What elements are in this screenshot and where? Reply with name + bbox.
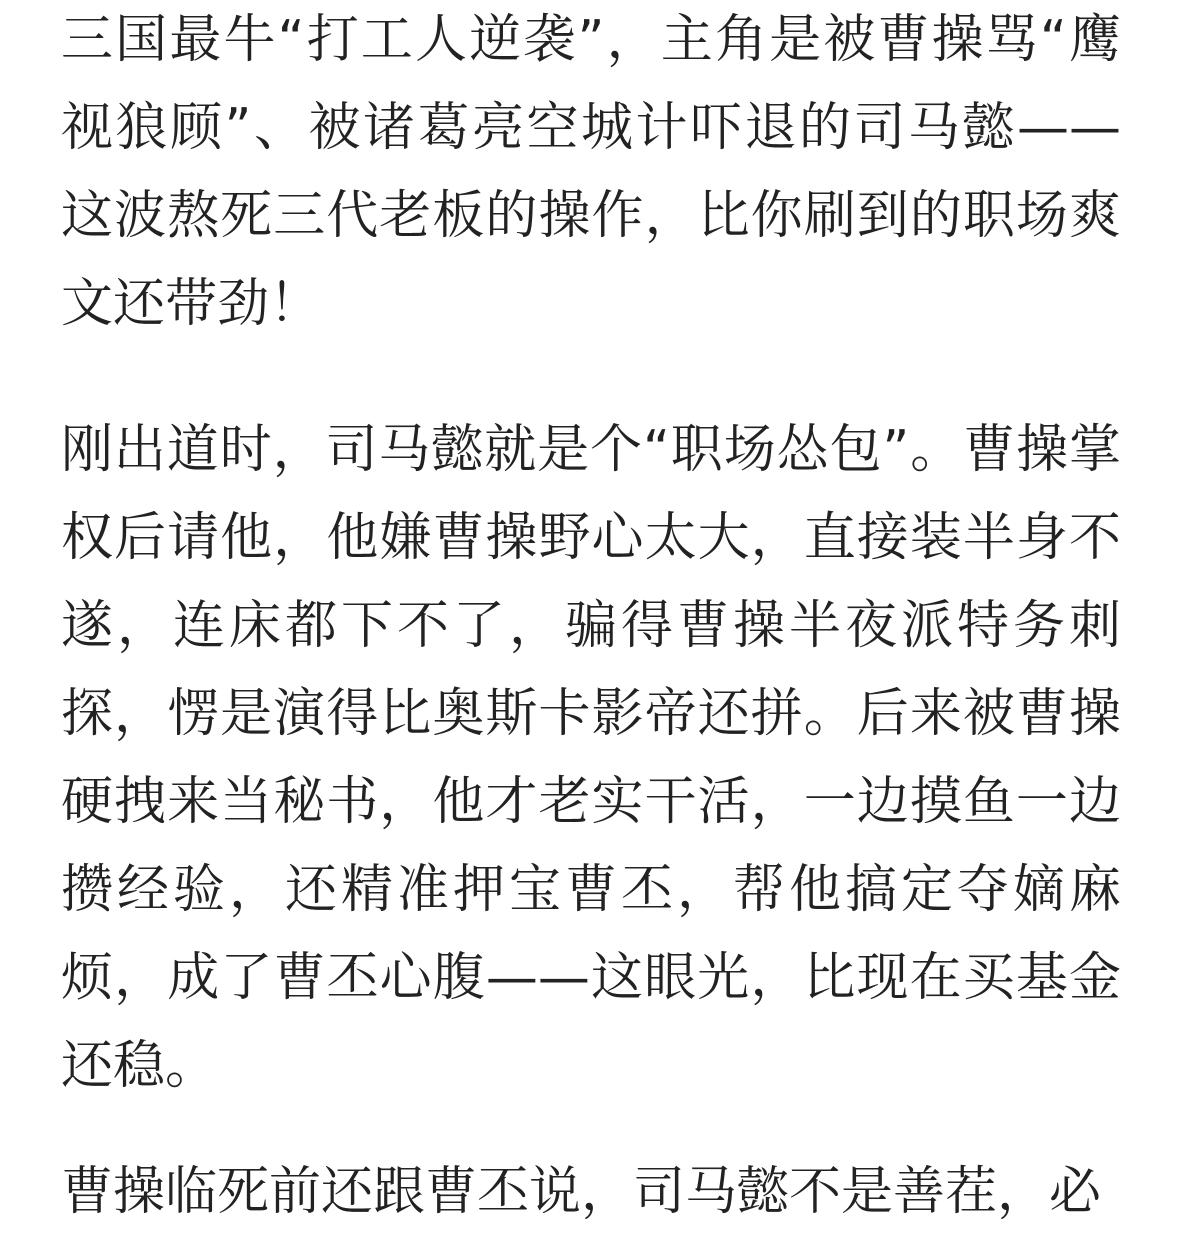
article-paragraph-2: 刚出道时，司马懿就是个“职场怂包”。曹操掌权后请他，他嫌曹操野心太大，直接装半身不遂，连床都下不了，骗得曹操半夜派特务刺探，愣是演得比奥斯卡影帝还拼。后来被曹操硬拽来当秘书，他才老实干活，一边摸鱼一边攒经验，还精准押宝曹丕，帮他搞定夺嫡麻烦，成了曹丕心腹——这眼光，比现在买基金还稳。 — [61, 420, 1121, 1096]
article-paragraph-1: 三国最牛“打工人逆袭”，主角是被曹操骂“鹰视狼顾”、被诸葛亮空城计吓退的司马懿——这波熬死三代老板的操作，比你刷到的职场爽文还带劲！ — [61, 10, 1121, 334]
article-paragraph-3-partial: 曹操临死前还跟曹丕说，司马懿不是善茬，必 — [61, 1162, 1102, 1222]
